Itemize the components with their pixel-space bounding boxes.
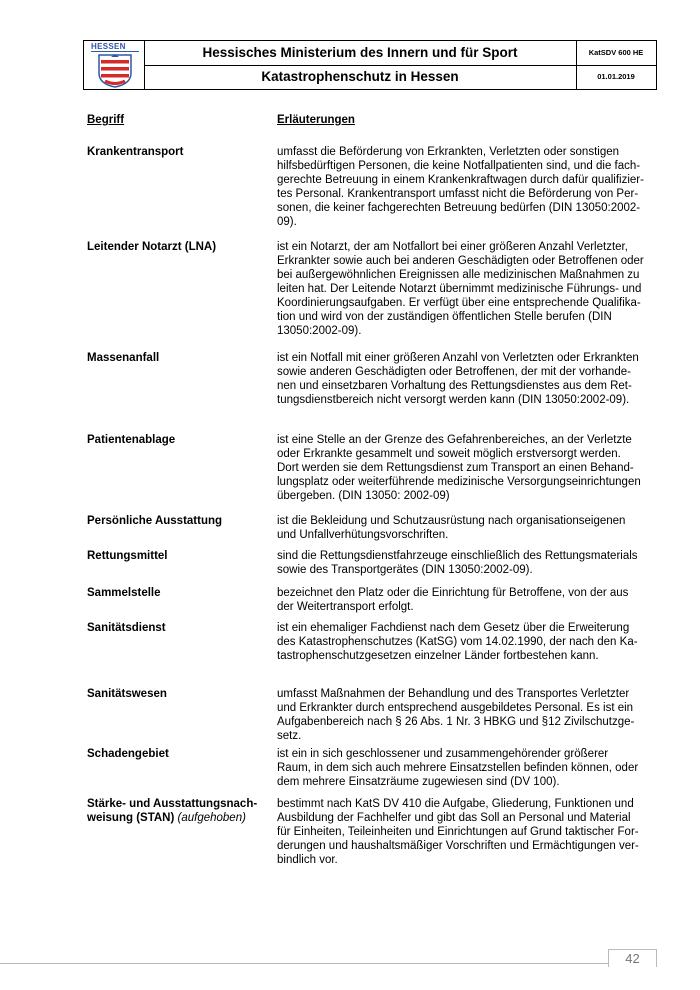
description-line: lungsplatz oder weiterführende medizinische Versorgungseinrichtungen xyxy=(277,476,641,488)
description-line: übergeben. (DIN 13050: 2002-09) xyxy=(277,490,450,502)
description-line: tastrophenschutzgesetzen einzelner Länder fortbestehen kann. xyxy=(277,650,599,662)
description-line: nen und einsetzbaren Vorhaltung des Rettungsdienstes aus dem Ret- xyxy=(277,380,632,392)
description-line: sonen, die keiner fachgerechten Betreuung bedürfen (DIN 13050:2002- xyxy=(277,202,641,214)
glossary-description xyxy=(277,797,657,867)
description-line: ist ein ehemaliger Fachdienst nach dem Gesetz über die Erweiterung xyxy=(277,622,630,634)
term-line: Stärke- und Ausstattungsnach- xyxy=(87,798,258,810)
description-line: Raum, in dem sich auch mehrere Einsatzstellen befinden können, oder xyxy=(277,762,639,774)
logo-text: HESSEN xyxy=(91,42,126,51)
description-line: und Erkrankter durch entsprechend ausgebildetes Personal. Es ist ein xyxy=(277,702,634,714)
description-line: oder Erkrankte gesammelt und soweit möglich erstversorgt werden. xyxy=(277,448,621,460)
description-line: ist ein Notarzt, der am Notfallort bei einer größeren Anzahl Verletzter, xyxy=(277,241,628,253)
description-line: derungen und haushaltsmäßiger Vorschriften und Ermächtigungen ver- xyxy=(277,840,639,852)
term-note: (aufgehoben) xyxy=(174,812,246,824)
description-line: sind die Rettungsdienstfahrzeuge einschließlich des Rettungsmaterials xyxy=(277,550,638,562)
description-line: Ausbildung der Fachhelfer und gibt das Soll an Personal und Material xyxy=(277,812,631,824)
term-line: Sanitätswesen xyxy=(87,688,167,700)
description-line: bindlich vor. xyxy=(277,854,338,866)
glossary-description xyxy=(277,687,657,743)
hessen-logo xyxy=(84,41,145,89)
description-line: tes Personal. Krankentransport umfasst nicht die Beförderung von Per- xyxy=(277,188,639,200)
glossary-term xyxy=(87,586,267,600)
document-subtitle: Katastrophenschutz in Hessen xyxy=(144,65,577,89)
term-line: Sammelstelle xyxy=(87,587,161,599)
glossary-term xyxy=(87,351,267,365)
description-line: dem mehrere Einsatzräume zugewiesen sind (DV 100). xyxy=(277,776,560,788)
description-line: und Unfallverhütungsvorschriften. xyxy=(277,529,449,541)
term-line: Rettungsmittel xyxy=(87,550,168,562)
description-line: der Weitertransport erfolgt. xyxy=(277,601,414,613)
term-line: Krankentransport xyxy=(87,146,184,158)
description-line: des Katastrophenschutzes (KatSG) vom 14.02.1990, der nach den Ka- xyxy=(277,636,638,648)
description-line: tion und wird von der zuständigen öffentlichen Stelle berufen (DIN xyxy=(277,311,612,323)
description-line: bestimmt nach KatS DV 410 die Aufgabe, Gliederung, Funktionen und xyxy=(277,798,634,810)
glossary-term xyxy=(87,433,267,447)
glossary-description xyxy=(277,549,657,577)
description-line: Koordinierungsaufgaben. Er verfügt über eine entsprechende Qualifika- xyxy=(277,297,641,309)
glossary-term xyxy=(87,549,267,563)
description-line: sowie des Transportgerätes (DIN 13050:2002-09). xyxy=(277,564,533,576)
term-line: Sanitätsdienst xyxy=(87,622,166,634)
description-line: 13050:2002-09). xyxy=(277,325,362,337)
description-line: gerechte Betreuung in einem Krankenkraftwagen durch dafür qualifizier- xyxy=(277,174,644,186)
page-number: 42 xyxy=(608,949,657,967)
description-line: ist die Bekleidung und Schutzausrüstung nach organisationseigenen xyxy=(277,515,626,527)
description-line: ist eine Stelle an der Grenze des Gefahrenbereiches, an der Verletzte xyxy=(277,434,632,446)
description-line: leiten hat. Der Leitende Notarzt übernimmt medizinische Führungs- und xyxy=(277,283,642,295)
description-line: bezeichnet den Platz oder die Einrichtung für Betroffene, von der aus xyxy=(277,587,629,599)
description-line: umfasst die Beförderung von Erkrankten, Verletzten oder sonstigen xyxy=(277,146,620,158)
description-line: hilfsbedürftigen Personen, die keine Notfallpatienten sind, und die fach- xyxy=(277,160,641,172)
glossary-term xyxy=(87,621,267,635)
glossary-description xyxy=(277,586,657,614)
glossary-term xyxy=(87,797,267,825)
column-header-term: Begriff xyxy=(87,114,125,126)
glossary-term xyxy=(87,687,267,701)
description-line: Erkrankter sowie auch bei anderen Geschädigten oder Betroffenen oder xyxy=(277,255,644,267)
glossary-description xyxy=(277,433,657,503)
glossary-term xyxy=(87,240,267,254)
glossary-term xyxy=(87,145,267,159)
description-line: ist ein Notfall mit einer größeren Anzahl von Verletzten oder Erkrankten xyxy=(277,352,639,364)
glossary-description xyxy=(277,514,657,542)
term-line: Patientenablage xyxy=(87,434,176,446)
ministry-title: Hessisches Ministerium des Innern und für Sport xyxy=(144,41,577,66)
glossary-description xyxy=(277,351,657,407)
glossary-term xyxy=(87,514,267,528)
term-line: weisung (STAN) (aufgehoben) xyxy=(87,812,246,824)
description-line: Aufgabenbereich nach § 26 Abs. 1 Nr. 3 HBKG und §12 Zivilschutzge- xyxy=(277,716,635,728)
description-line: für Einheiten, Teileinheiten und Einrichtungen auf Grund taktischer For- xyxy=(277,826,639,838)
term-line: Persönliche Ausstattung xyxy=(87,515,223,527)
glossary-description xyxy=(277,240,657,338)
term-line: Leitender Notarzt (LNA) xyxy=(87,241,217,253)
description-line: bei außergewöhnlichen Ereignissen alle medizinischen Maßnahmen zu xyxy=(277,269,640,281)
description-line: umfasst Maßnahmen der Behandlung und des Transportes Verletzter xyxy=(277,688,630,700)
glossary-term xyxy=(87,747,267,761)
glossary-description xyxy=(277,747,657,789)
description-line: ist ein in sich geschlossener und zusammengehörender größerer xyxy=(277,748,609,760)
description-line: setz. xyxy=(277,730,302,742)
description-line: Dort werden sie dem Rettungsdienst zum Transport an einen Behand- xyxy=(277,462,634,474)
document-code: KatSDV 600 HE xyxy=(576,41,656,66)
term-line: Schadengebiet xyxy=(87,748,169,760)
glossary-description xyxy=(277,621,657,663)
description-line: 09). xyxy=(277,216,297,228)
column-header-description: Erläuterungen xyxy=(277,114,355,126)
hessen-lion-shield-icon xyxy=(97,53,133,88)
page-header xyxy=(83,40,657,90)
footer-line xyxy=(0,963,608,964)
description-line: tungsdienstbereich nicht versorgt werden kann (DIN 13050:2002-09). xyxy=(277,394,630,406)
glossary-description xyxy=(277,145,657,229)
description-line: sowie anderen Geschädigten oder Betroffenen, der mit der vorhande- xyxy=(277,366,631,378)
term-line: Massenanfall xyxy=(87,352,160,364)
document-date: 01.01.2019 xyxy=(597,72,635,81)
